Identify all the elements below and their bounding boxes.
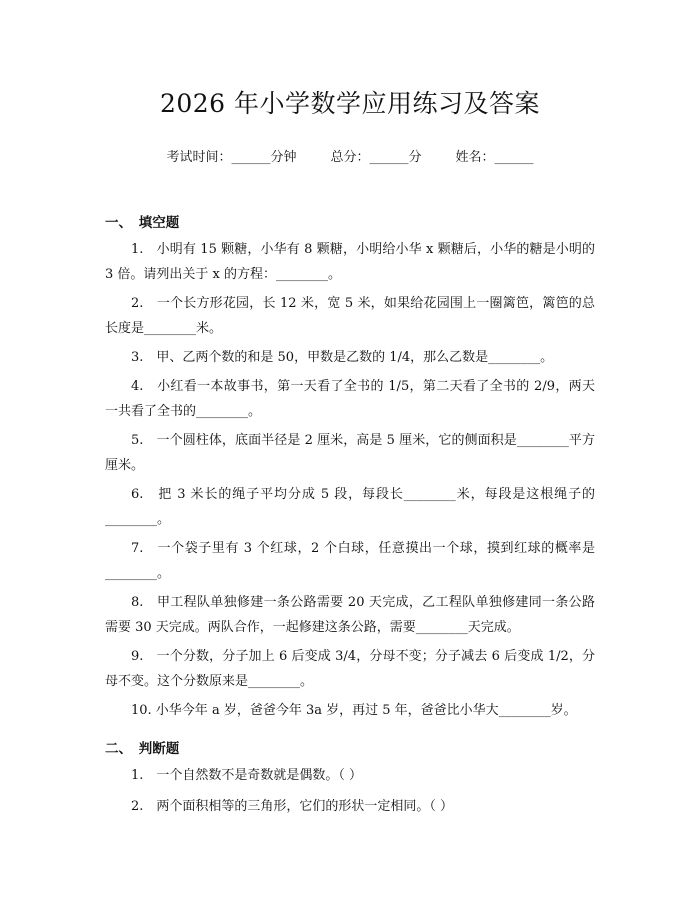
question-item: 10. 小华今年 a 岁，爸爸今年 3a 岁，再过 5 年，爸爸比小华大________岁。 [131,703,577,718]
question-item: 4. 小红看一本故事书，第一天看了全书的 1/5，第二天看了全书的 2/9，两天一共看了全书的________。 [105,379,595,419]
question-item: 5. 一个圆柱体，底面半径是 2 厘米，高是 5 厘米，它的侧面积是________平方厘米。 [105,433,595,473]
document-title: 2026 年小学数学应用练习及答案 [159,89,541,118]
true-false-list [105,763,595,819]
question-item: 1. 小明有 15 颗糖，小华有 8 颗糖，小明给小华 x 颗糖后，小华的糖是小明的 3 倍。请列出关于 x 的方程：________。 [105,242,595,282]
question-item: 2. 一个长方形花园，长 12 米，宽 5 米，如果给花园围上一圈篱笆，篱笆的总长度是________米。 [105,296,595,336]
question-item: 8. 甲工程队单独修建一条公路需要 20 天完成，乙工程队单独修建同一条公路需要 30 天完成。两队合作，一起修建这条公路，需要________天完成。 [105,595,595,635]
exam-time: 考试时间：______分钟 [166,150,297,165]
exam-meta [105,146,595,165]
question-item: 6. 把 3 米长的绳子平均分成 5 段，每段长________米，每段是这根绳子的________。 [105,487,595,527]
question-item: 1. 一个自然数不是奇数就是偶数。（ ） [131,768,363,783]
question-item: 2. 两个面积相等的三角形，它们的形状一定相同。（ ） [131,799,454,814]
question-item: 9. 一个分数，分子加上 6 后变成 3/4，分母不变；分子减去 6 后变成 1/2，分母不变。这个分数原来是________。 [105,649,595,689]
question-item: 3. 甲、乙两个数的和是 50，甲数是乙数的 1/4，那么乙数是________。 [131,350,554,365]
section-fill-blank-title: 一、 填空题 [105,215,180,231]
student-name: 姓名：______ [455,150,534,165]
section-true-false-title: 二、 判断题 [105,741,180,757]
question-item: 7. 一个袋子里有 3 个红球，2 个白球，任意摸出一个球，摸到红球的概率是________。 [105,541,595,581]
exam-score: 总分：______分 [330,150,422,165]
fill-blank-list [105,237,595,723]
